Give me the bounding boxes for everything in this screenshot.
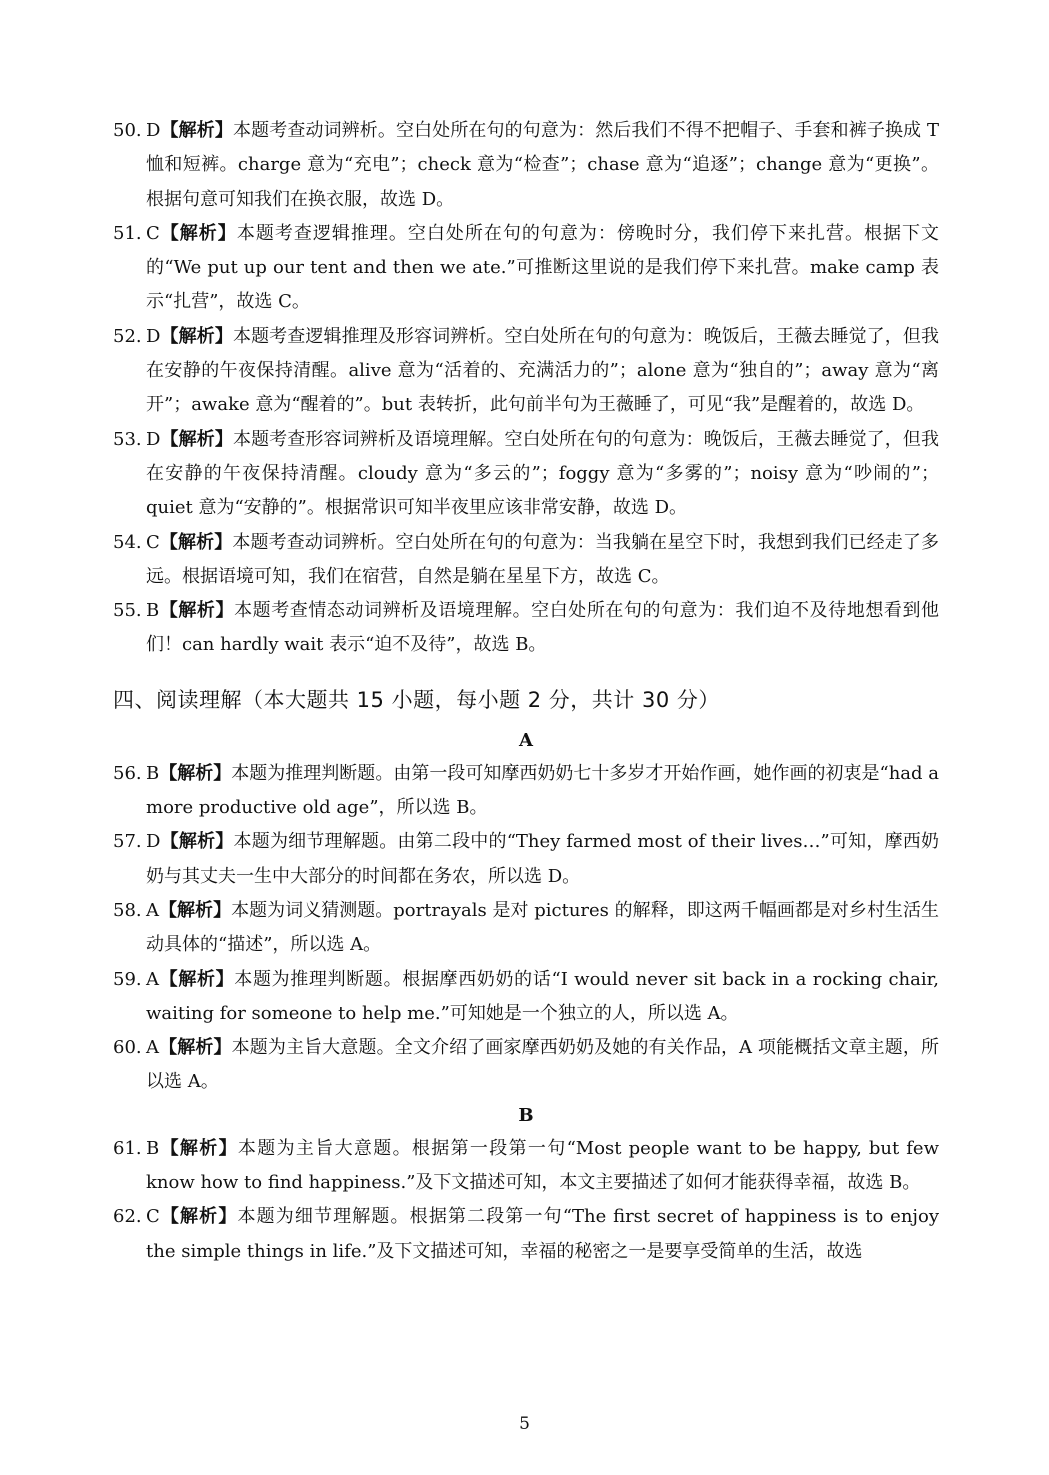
analysis-tag: 【解析】 (159, 600, 235, 622)
answer-letter: D (146, 120, 161, 141)
analysis-text: 本题考查逻辑推理。空白处所在句的句意为：傍晚时分，我们停下来扎营。根据下文的“We put up our tent and then we ate.”可推断这里说的是我们停下来扎营。make camp 表示“扎营”，故选 C。 (146, 222, 940, 313)
analysis-tag: 【解析】 (160, 325, 233, 347)
analysis-tag: 【解析】 (159, 762, 232, 784)
question-number: 55. (113, 600, 142, 622)
analysis-text: 本题为词义猜测题。portrayals 是对 pictures 的解释，即这两千幅画都是对乡村生活生动具体的“描述”，所以选 A。 (146, 899, 939, 956)
answer-letter: D (146, 428, 161, 450)
answer-item (113, 526, 939, 595)
answer-letter: A (146, 899, 159, 921)
analysis-tag: 【解析】 (159, 1206, 238, 1228)
question-number: 51. (113, 222, 142, 244)
answer-letter: A (146, 1037, 159, 1059)
answer-letter: C (146, 531, 160, 553)
question-number: 56. (113, 762, 142, 784)
answer-item (113, 825, 939, 894)
analysis-text: 本题为细节理解题。由第二段中的“They farmed most of their lives…”可知，摩西奶奶与其丈夫一生中大部分的时间都在务农，所以选 D。 (146, 831, 940, 887)
analysis-text: 本题为主旨大意题。全文介绍了画家摩西奶奶及她的有关作品，A 项能概括文章主题，所以选 A。 (146, 1037, 940, 1093)
question-number: 50. (113, 120, 142, 141)
answer-item (113, 594, 939, 663)
question-number: 54. (113, 531, 142, 553)
answer-item (113, 1132, 939, 1201)
answer-item (113, 423, 939, 526)
page-number: 5 (519, 1414, 530, 1434)
question-number: 52. (113, 325, 142, 347)
answer-item (113, 114, 939, 217)
analysis-tag: 【解析】 (159, 899, 232, 921)
answer-item (113, 757, 939, 826)
answer-letter: B (146, 600, 160, 622)
question-number: 61. (113, 1137, 142, 1159)
analysis-tag: 【解析】 (159, 222, 237, 244)
answer-list-part-b (113, 1132, 939, 1269)
answer-letter: D (146, 325, 161, 347)
answer-list-cloze (113, 114, 939, 663)
answer-letter: A (146, 968, 159, 990)
analysis-text: 本题为细节理解题。根据第二段第一句“The first secret of happiness is to enjoy the simple things in life.”及下文描述可知，幸福的秘密之一是要享受简单的生活，故选 (146, 1206, 940, 1262)
analysis-tag: 【解析】 (160, 428, 233, 450)
analysis-text: 本题考查动词辨析。空白处所在句的句意为：然后我们不得不把帽子、手套和裤子换成 T 恤和短裤。charge 意为“充电”；check 意为“检查”；chase 意为“追逐”；change 意为“更换”。根据句意可知我们在换衣服，故选 D。 (146, 120, 940, 210)
answer-letter: C (146, 222, 160, 244)
analysis-text: 本题为推理判断题。由第一段可知摩西奶奶七十多岁才开始作画，她作画的初衷是“had a more productive old age”，所以选 B。 (146, 762, 939, 819)
answer-item (113, 963, 939, 1032)
analysis-tag: 【解析】 (159, 1137, 238, 1159)
analysis-tag: 【解析】 (159, 1037, 232, 1059)
answer-letter: C (146, 1206, 160, 1228)
analysis-text: 本题考查形容词辨析及语境理解。空白处所在句的句意为：晚饭后，王薇去睡觉了，但我在安静的午夜保持清醒。cloudy 意为“多云的”；foggy 意为“多雾的”；noisy 意为“吵闹的”；quiet 意为“安静的”。根据常识可知半夜里应该非常安静，故选 D。 (146, 428, 939, 519)
question-number: 58. (113, 899, 142, 921)
analysis-tag: 【解析】 (159, 531, 233, 553)
analysis-text: 本题考查逻辑推理及形容词辨析。空白处所在句的句意为：晚饭后，王薇去睡觉了，但我在安静的午夜保持清醒。alive 意为“活着的、充满活力的”；alone 意为“独自的”；away 意为“离开”；awake 意为“醒着的”。but 表转折，此句前半句为王薇睡了，可见“我”是醒着的，故选 D。 (146, 325, 939, 416)
analysis-text: 本题为推理判断题。根据摩西奶奶的话“I would never sit back in a rocking chair, waiting for someone to help me.”可知她是一个独立的人，所以选 A。 (146, 968, 939, 1024)
analysis-tag: 【解析】 (160, 120, 233, 141)
question-number: 59. (113, 968, 142, 990)
part-b-heading: B (518, 1104, 534, 1126)
question-number: 60. (113, 1037, 142, 1059)
answer-letter: B (146, 762, 160, 784)
analysis-tag: 【解析】 (160, 831, 234, 853)
analysis-tag: 【解析】 (159, 968, 235, 990)
part-a-heading: A (519, 729, 533, 751)
answer-item (113, 320, 939, 423)
answer-item (113, 217, 939, 320)
answer-item (113, 894, 939, 963)
question-number: 57. (113, 831, 142, 853)
question-number: 62. (113, 1206, 142, 1228)
analysis-text: 本题考查情态动词辨析及语境理解。空白处所在句的句意为：我们迫不及待地想看到他们！can hardly wait 表示“迫不及待”，故选 B。 (146, 600, 940, 656)
section-title: 四、阅读理解（本大题共 15 小题，每小题 2 分，共计 30 分） (113, 687, 720, 712)
answer-item (113, 1200, 939, 1269)
analysis-text: 本题为主旨大意题。根据第一段第一句“Most people want to be happy, but few know how to find happiness.”及下文描述可知，本文主要描述了如何才能获得幸福，故选 B。 (146, 1137, 939, 1194)
answer-item (113, 1031, 939, 1100)
answer-letter: D (146, 831, 161, 853)
question-number: 53. (113, 428, 142, 450)
answer-list-part-a (113, 757, 939, 1100)
analysis-text: 本题考查动词辨析。空白处所在句的句意为：当我躺在星空下时，我想到我们已经走了多远。根据语境可知，我们在宿营，自然是躺在星星下方，故选 C。 (146, 531, 939, 587)
answer-letter: B (146, 1137, 160, 1159)
page-content (113, 114, 939, 1269)
